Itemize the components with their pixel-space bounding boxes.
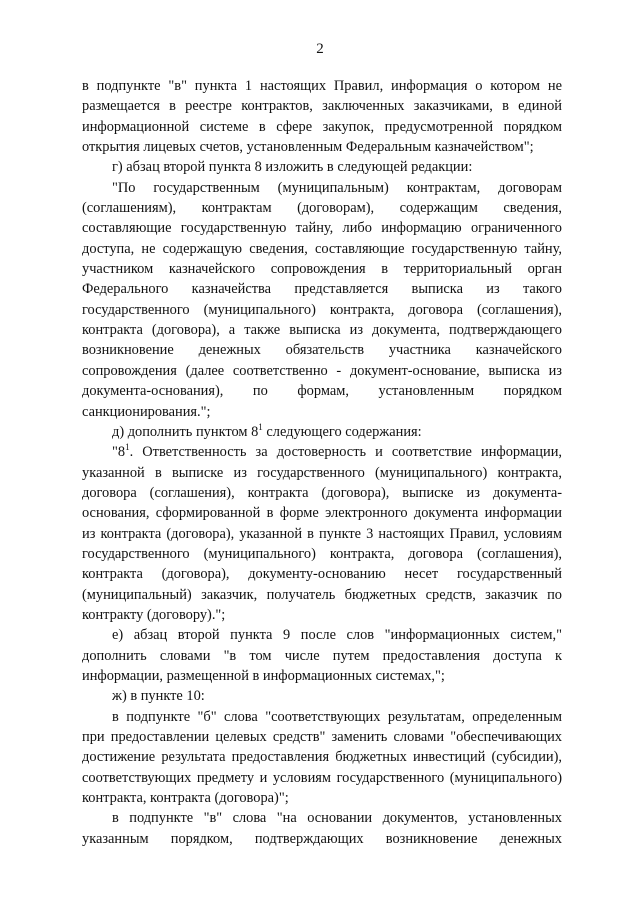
item-d-text-end: следующего содержания:: [262, 423, 422, 440]
point-8-1-text-start: "8: [112, 444, 126, 461]
item-d-superscript: 1: [258, 422, 263, 433]
point-8-1-superscript: 1: [125, 442, 130, 453]
paragraph-item-e: е) абзац второй пункта 9 после слов "информационных систем," дополнить словами "в том числе путем предоставления доступа к информации, размещенной в информационных системах,";: [82, 627, 562, 684]
paragraph-point-8-1: [82, 442, 562, 625]
paragraph-continuation: в подпункте "в" пункта 1 настоящих Правил, информация о котором не размещается в реестре контрактов, заключенных заказчиками, в единой информационной системе в сфере закупок, предусмотренной порядком открытия лицевых счетов, установленным Федеральным казначейством";: [82, 78, 562, 156]
paragraph-item-g: г) абзац второй пункта 8 изложить в следующей редакции:: [112, 159, 473, 176]
paragraph-subitem-v: в подпункте "в" слова "на основании документов, установленных указанным порядком, подтверждающих возникновение денежных: [82, 810, 562, 847]
page-number: 2: [316, 41, 324, 57]
point-8-1-text-end: . Ответственность за достоверность и соответствие информации, указанной в выписке из государственного (муниципального) контракта, договора (соглашения), контракта (договора), выписке из документа-основания, сформированной в форме электронного документа информации из контракта (договора), указанной в пункте 3 настоящих Правил, условиям государственного (муниципального) контракта, договора (соглашения), контракта (договора), документу-основанию несет государственный (муниципальный) заказчик, получатель бюджетных средств, заказчик по контракту (договору).";: [82, 444, 562, 623]
document-body: [82, 76, 562, 849]
paragraph-new-wording-8: "По государственным (муниципальным) контрактам, договорам (соглашениям), контрактам (договорам), содержащим сведения, составляющие государственную тайну, либо информацию ограниченного доступа, не содержащую сведения, составляющие государственную тайну, участником казначейского сопровождения в территориальный орган Федерального казначейства представляется выписка из такого государственного (муниципального) контракта, договора (соглашения), контракта (договора), а также выписка из документа, подтверждающего возникновение денежных обязательств участника казначейского сопровождения (далее соответственно - документ-основание, выписка из документа-основания), по формам, установленным порядком санкционирования.";: [82, 179, 562, 420]
paragraph-item-d: [82, 422, 562, 442]
paragraph-subitem-b: в подпункте "б" слова "соответствующих результатам, определенным при предоставлении целевых средств" заменить словами "обеспечивающих достижение результата предоставления бюджетных инвестиций (субсидии), соответствующих предмету и условиям государственного (муниципального) контракта, контракта (договора)";: [82, 708, 562, 807]
paragraph-item-zh: ж) в пункте 10:: [112, 688, 205, 705]
item-d-text-start: д) дополнить пунктом 8: [112, 423, 259, 440]
